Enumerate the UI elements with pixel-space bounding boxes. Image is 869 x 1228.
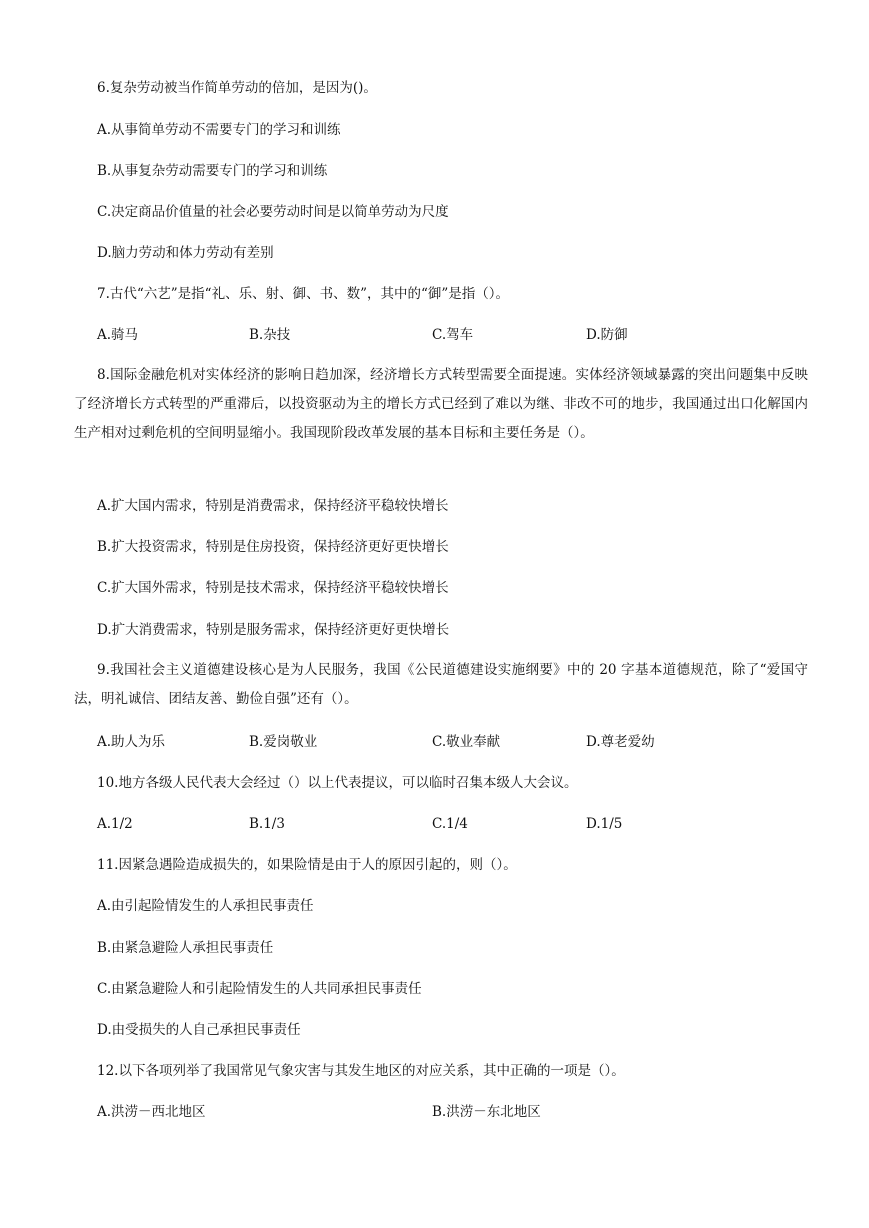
question-11-option-b: B.由紧急避险人承担民事责任 [97,940,274,956]
question-10-option-c: C.1/4 [432,816,468,832]
question-8-stem [74,361,808,448]
question-10-option-b: B.1/3 [249,816,285,832]
question-12-option-a: A.洪涝－西北地区 [97,1104,206,1120]
question-8-stem-text: 8.国际金融危机对实体经济的影响日趋加深，经济增长方式转型需要全面提速。实体经济领域暴露的突出问题集中反映了经济增长方式转型的严重滞后，以投资驱动为主的增长方式已经到了难以为继、非改不可的地步，我国通过出口化解国内生产相对过剩危机的空间明显缩小。我国现阶段改革发展的基本目标和主要任务是（）。 [74,367,808,441]
question-7-option-b: B.杂技 [249,327,291,343]
question-11-option-a: A.由引起险情发生的人承担民事责任 [97,898,314,914]
question-9-option-c: C.敬业奉献 [432,734,501,750]
question-10-option-a: A.1/2 [97,816,133,832]
question-11-option-d: D.由受损失的人自己承担民事责任 [97,1022,301,1038]
question-8-option-d: D.扩大消费需求，特别是服务需求，保持经济更好更快增长 [97,622,450,638]
question-7-option-a: A.骑马 [97,327,139,343]
question-10-option-d: D.1/5 [586,816,623,832]
question-8-option-a: A.扩大国内需求，特别是消费需求，保持经济平稳较快增长 [97,498,449,514]
question-9-option-d: D.尊老爱幼 [586,734,655,750]
question-6-option-b: B.从事复杂劳动需要专门的学习和训练 [97,163,328,179]
question-9-stem-text: 9.我国社会主义道德建设核心是为人民服务，我国《公民道德建设实施纲要》中的 20 字基本道德规范，除了“爱国守法，明礼诚信、团结友善、勤俭自强”还有（）。 [74,662,808,707]
question-7-stem: 7.古代“六艺”是指“礼、乐、射、御、书、数”，其中的“御”是指（）。 [97,286,510,302]
question-12-option-b: B.洪涝－东北地区 [432,1104,541,1120]
question-9-option-b: B.爱岗敬业 [249,734,318,750]
question-6-stem: 6.复杂劳动被当作简单劳动的倍加，是因为()。 [97,80,377,96]
question-7-option-d: D.防御 [586,327,628,343]
question-7-option-c: C.驾车 [432,327,474,343]
question-12-stem: 12.以下各项列举了我国常见气象灾害与其发生地区的对应关系，其中正确的一项是（）。 [97,1063,625,1079]
question-11-stem: 11.因紧急遇险造成损失的，如果险情是由于人的原因引起的，则（）。 [97,857,517,873]
question-6-option-c: C.决定商品价值量的社会必要劳动时间是以简单劳动为尺度 [97,204,449,220]
question-10-stem: 10.地方各级人民代表大会经过（）以上代表提议，可以临时召集本级人大会议。 [97,775,578,791]
question-9-option-a: A.助人为乐 [97,734,166,750]
question-8-option-c: C.扩大国外需求，特别是技术需求，保持经济平稳较快增长 [97,580,449,596]
question-8-option-b: B.扩大投资需求，特别是住房投资，保持经济更好更快增长 [97,539,449,555]
question-9-stem [74,656,808,714]
question-11-option-c: C.由紧急避险人和引起险情发生的人共同承担民事责任 [97,981,422,997]
question-6-option-a: A.从事简单劳动不需要专门的学习和训练 [97,122,341,138]
question-6-option-d: D.脑力劳动和体力劳动有差别 [97,245,274,261]
